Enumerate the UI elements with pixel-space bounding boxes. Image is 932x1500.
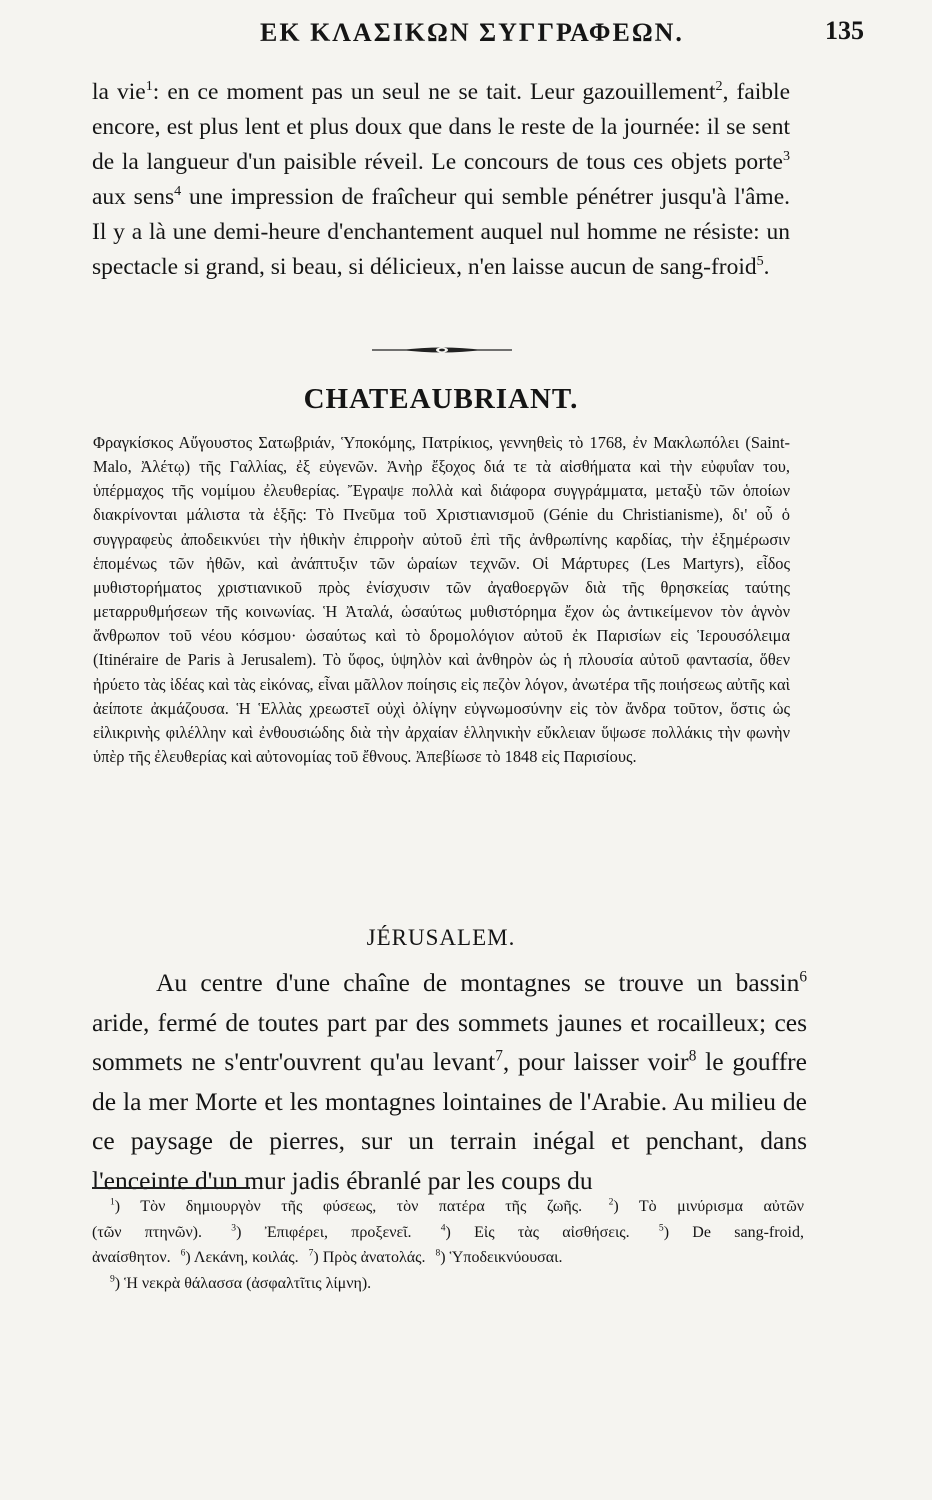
biography-text — [93, 431, 790, 769]
biography-paragraph: Φραγκίσκος Αὔγουστος Σατωβριάν, Ὑποκόμης, Πατρίκιος, γεννηθεὶς τὸ 1768, ἐν Μακλωπόλει (Saint-Malo, Ἀλέτῳ) τῆς Γαλλίας, ἐξ εὐγενῶν. Ἀνὴρ ἔξοχος διά τε τὰ αἰσθήματα καὶ τὴν εὐφυΐαν του, ὑπέρμαχος τῆς νομίμου ἐλευθερίας. Ἔγραψε πολλὰ καὶ διάφορα συγγράμματα, μεταξὺ τῶν ὁποίων διακρίνονται μάλιστα τὰ ἑξῆς: Τὸ Πνεῦμα τοῦ Χριστιανισμοῦ (Génie du Christianisme), δι' οὗ ὁ συγγραφεὺς ἀποδεικνύει τὴν ἠθικὴν ἐπιρροὴν αὐτοῦ ἐπὶ τῆς ἀνθρωπίνης καρδίας, τὴν ἐξημέρωσιν ἑπομένως τῶν ἠθῶν, καὶ ἀνάπτυξιν τῶν ὡραίων τεχνῶν. Οἱ Μάρτυρες (Les Martyrs), εἶδος μυθιστορήματος χριστιανικοῦ πρὸς ἐνίσχυσιν τῶν ἀγαθοεργῶν διὰ τῆς θρησκείας ταύτης μεταρρυθμήσεων τῆς κοινωνίας. Ἡ Ἀταλά, ὡσαύτως μυθιστόρημα ἔχον ὡς ἀντικείμενον τὸν ἁγνὸν ἄνθρωπον τοῦ νέου κόσμου· ὡσαύτως καὶ τὸ δρομολόγιον αὐτοῦ ἐκ Παρισίων εἰς Ἱερουσόλειμα (Itinéraire de Paris à Jerusalem). Τὸ ὕφος, ὑψηλὸν καὶ ἀνθηρὸν ὡς ἡ πλουσία αὐτοῦ φαντασία, ὅθεν ἠρύετο τὰς ἰδέας καὶ τὰς εἰκόνας, εἶναι μᾶλλον ποίησις εἰς πεζὸν λόγον, ἀνωτέρα τῆς ποιήσεως αὐτῆς καὶ ἀείποτε ἀκμάζουσα. Ἡ Ἑλλὰς χρεωστεῖ οὐχὶ ὀλίγην εὐγνωμοσύνην εἰς τὸν ἄνδρα τοῦτον, ὅστις ὡς εἰλικρινὴς φιλέλλην καὶ ἐνθουσιώδης διὰ τὴν ἀρχαίαν ἑλληνικὴν εὔκλειαν ὕψωσε πολλάκις τὴν φωνὴν ὑπὲρ τῆς ἐλευθερίας καὶ αὐτονομίας τοῦ ἔθνους. Ἀπεβίωσε τὸ 1848 εἰς Παρισίους. — [93, 433, 790, 767]
footnote-ref: 2 — [715, 78, 723, 95]
footnote-ref: 7 — [495, 1047, 503, 1065]
paragraph-text: Au centre d'une chaîne de montagnes se trouve un bassin$^6$ aride, fermé de toutes part par des sommets jaunes et rocailleux; ces sommets ne s'entr'ouvrent qu'au levant$^7$, pour laisser voir$^8$ le gouffre de la mer Morte et les montagnes lointaines de l'Arabie. Au milieu de ce paysage de pierres, sur un terrain inégal et penchant, dans l'enceinte d'un mur jadis ébranlé par les coups du — [92, 968, 807, 1195]
footnote-ref: 3 — [782, 148, 790, 165]
footnote-ref: 8 — [688, 1047, 697, 1065]
footnote-line — [92, 1245, 810, 1271]
subsection-title: JÉRUSALEM. — [366, 925, 516, 950]
paragraph-text: la vie$^1$: en ce moment pas un seul ne se tait. Leur gazouillement$^2$, faible encore, est plus lent et plus doux que dans le reste de la journée: il se sent de la langueur d'un paisible réveil. Le concours de tous ces objets porte$^3$ aux sens$^4$ une impression de fraîcheur qui semble pénétrer jusqu'à l'âme. Il y a là une demi-heure d'enchantement auquel nul homme ne résiste: un spectacle si grand, si beau, si délicieux, n'en laisse aucun de sang-froid$^5$. — [92, 78, 790, 280]
footnote: $^1$) Τὸν δημιουργὸν τῆς φύσεως, τὸν πατέρα τῆς ζωῆς. — [110, 1196, 583, 1215]
footnote-ref: 6 — [799, 968, 807, 986]
top-paragraph — [92, 75, 790, 285]
footnote: $^6$) Λεκάνη, κοιλάς. — [180, 1247, 299, 1266]
footnote-divider — [92, 1187, 250, 1189]
footnote: (τῶν πτηνῶν). — [92, 1223, 203, 1241]
footnote: $^9$) Ἡ νεκρὰ θάλασσα (ἀσφαλτῖτις λίμνη). — [110, 1273, 372, 1292]
footnote: $^2$) Τὸ μινύρισμα αὐτῶν — [608, 1196, 804, 1215]
footnote: ἀναίσθητον. — [92, 1249, 171, 1266]
footnote-line — [92, 1220, 810, 1246]
footnotes — [92, 1194, 810, 1296]
footnote: $^5$) De sang-froid, — [658, 1222, 804, 1241]
footnote-ref: 4 — [174, 183, 182, 200]
footnote: $^3$) Ἐπιφέρει, προξενεῖ. — [231, 1222, 412, 1241]
page-number: 135 — [825, 16, 864, 45]
page-header — [90, 14, 864, 54]
footnote-ref: 1 — [145, 78, 153, 95]
ornament-divider — [372, 344, 512, 356]
main-paragraph — [92, 963, 807, 1200]
footnote-ref: 5 — [756, 253, 764, 270]
section-title: CHATEAUBRIANT. — [303, 383, 579, 415]
footnote-line — [92, 1194, 810, 1220]
footnote: $^7$) Πρὸς ἀνατολάς. — [308, 1247, 426, 1266]
footnote-line — [92, 1271, 810, 1297]
footnote: $^4$) Εἰς τὰς αἰσθήσεις. — [440, 1222, 630, 1241]
running-head: ΕΚ ΚΛΑΣΙΚΩΝ ΣΥΓΓΡΑΦΕΩΝ. — [260, 18, 684, 47]
footnote: $^8$) Ὑποδεικνύουσαι. — [435, 1247, 563, 1266]
